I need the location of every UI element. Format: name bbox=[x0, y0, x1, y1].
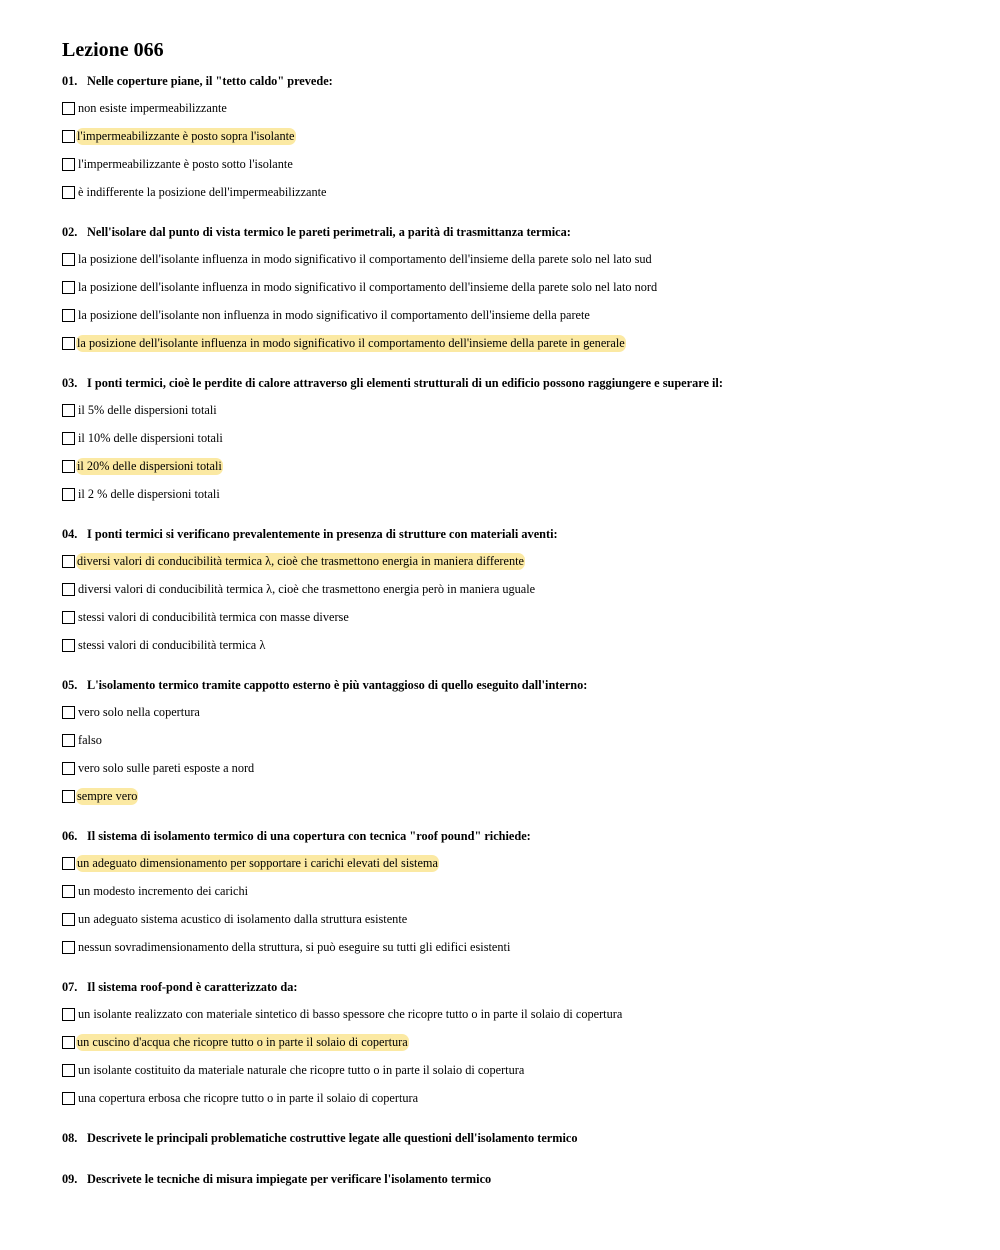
answer-option[interactable] bbox=[62, 849, 531, 877]
option-text: un modesto incremento dei carichi bbox=[78, 883, 249, 898]
question-block bbox=[62, 73, 333, 206]
answer-option[interactable] bbox=[62, 933, 531, 961]
question-block bbox=[62, 677, 587, 810]
checkbox[interactable] bbox=[62, 404, 75, 417]
question-number: 01. bbox=[62, 74, 78, 88]
checkbox[interactable] bbox=[62, 611, 75, 624]
highlighted-option-text: un cuscino d'acqua che ricopre tutto o in parte il solaio di copertura bbox=[77, 1034, 408, 1049]
question-number: 05. bbox=[62, 678, 78, 692]
option-text: un isolante costituito da materiale naturale che ricopre tutto o in parte il solaio di copertura bbox=[78, 1062, 525, 1077]
answer-option[interactable] bbox=[62, 905, 531, 933]
page-title: Lezione 066 bbox=[62, 39, 164, 61]
option-text: non esiste impermeabilizzante bbox=[78, 100, 227, 115]
option-text: un adeguato sistema acustico di isolamento dalla struttura esistente bbox=[78, 911, 408, 926]
answer-option[interactable] bbox=[62, 1084, 623, 1112]
checkbox[interactable] bbox=[62, 790, 75, 803]
answer-option[interactable] bbox=[62, 698, 587, 726]
question-heading bbox=[62, 1130, 578, 1146]
answer-option[interactable] bbox=[62, 1028, 623, 1056]
highlighted-option-text: l'impermeabilizzante è posto sopra l'isolante bbox=[77, 128, 295, 143]
highlighted-option-text: sempre vero bbox=[77, 788, 138, 803]
option-text: nessun sovradimensionamento della struttura, si può eseguire su tutti gli edifici esistenti bbox=[78, 939, 511, 954]
checkbox[interactable] bbox=[62, 885, 75, 898]
answer-option[interactable] bbox=[62, 396, 723, 424]
question-number: 03. bbox=[62, 376, 78, 390]
question-heading bbox=[62, 224, 658, 240]
checkbox[interactable] bbox=[62, 158, 75, 171]
checkbox[interactable] bbox=[62, 1036, 75, 1049]
answer-option[interactable] bbox=[62, 150, 333, 178]
page bbox=[62, 38, 962, 1186]
question-number: 09. bbox=[62, 1172, 78, 1186]
checkbox[interactable] bbox=[62, 337, 75, 350]
option-list bbox=[62, 698, 587, 810]
option-text: falso bbox=[78, 732, 102, 747]
option-text: un isolante realizzato con materiale sintetico di basso spessore che ricopre tutto o in parte il solaio di copertura bbox=[78, 1006, 623, 1021]
answer-option[interactable] bbox=[62, 1000, 623, 1028]
option-list bbox=[62, 849, 531, 961]
answer-option[interactable] bbox=[62, 178, 333, 206]
option-text: vero solo nella copertura bbox=[78, 704, 200, 719]
checkbox[interactable] bbox=[62, 857, 75, 870]
option-text: la posizione dell'isolante influenza in modo significativo il comportamento dell'insieme della parete solo nel lato nord bbox=[78, 279, 658, 294]
option-list bbox=[62, 1000, 623, 1112]
answer-option[interactable] bbox=[62, 273, 658, 301]
question-text: I ponti termici si verificano prevalentemente in presenza di strutture con materiali aventi: bbox=[87, 527, 558, 541]
checkbox[interactable] bbox=[62, 1064, 75, 1077]
question-text: Nelle coperture piane, il "tetto caldo" prevede: bbox=[87, 74, 333, 88]
option-text: è indifferente la posizione dell'impermeabilizzante bbox=[78, 184, 327, 199]
option-text: diversi valori di conducibilità termica λ, cioè che trasmettono energia però in maniera uguale bbox=[78, 581, 536, 596]
question-block bbox=[62, 375, 723, 508]
answer-option[interactable] bbox=[62, 122, 333, 150]
answer-option[interactable] bbox=[62, 1056, 623, 1084]
option-text: la posizione dell'isolante non influenza in modo significativo il comportamento dell'insieme della parete bbox=[78, 307, 590, 322]
question-heading bbox=[62, 828, 531, 844]
answer-option[interactable] bbox=[62, 726, 587, 754]
option-list bbox=[62, 245, 658, 357]
option-text: una copertura erbosa che ricopre tutto o in parte il solaio di copertura bbox=[78, 1090, 419, 1105]
answer-option[interactable] bbox=[62, 329, 658, 357]
answer-option[interactable] bbox=[62, 480, 723, 508]
checkbox[interactable] bbox=[62, 488, 75, 501]
highlighted-option-text: un adeguato dimensionamento per sopportare i carichi elevati del sistema bbox=[77, 855, 438, 870]
answer-option[interactable] bbox=[62, 245, 658, 273]
question-heading bbox=[62, 979, 623, 995]
question-text: I ponti termici, cioè le perdite di calore attraverso gli elementi strutturali di un edificio possono raggiungere e superare il: bbox=[87, 376, 723, 390]
option-list bbox=[62, 94, 333, 206]
option-text: vero solo sulle pareti esposte a nord bbox=[78, 760, 255, 775]
highlighted-option-text: diversi valori di conducibilità termica λ, cioè che trasmettono energia in maniera differente bbox=[77, 553, 524, 568]
question-block bbox=[62, 828, 531, 961]
option-list bbox=[62, 396, 723, 508]
checkbox[interactable] bbox=[62, 913, 75, 926]
option-text: la posizione dell'isolante influenza in modo significativo il comportamento dell'insieme della parete solo nel lato sud bbox=[78, 251, 652, 266]
checkbox[interactable] bbox=[62, 281, 75, 294]
question-text: Nell'isolare dal punto di vista termico le pareti perimetrali, a parità di trasmittanza termica: bbox=[87, 225, 571, 239]
checkbox[interactable] bbox=[62, 583, 75, 596]
question-text: Descrivete le principali problematiche costruttive legate alle questioni dell'isolamento termico bbox=[87, 1131, 578, 1145]
checkbox[interactable] bbox=[62, 941, 75, 954]
question-heading bbox=[62, 375, 723, 391]
checkbox[interactable] bbox=[62, 555, 75, 568]
option-text: il 2 % delle dispersioni totali bbox=[78, 486, 220, 501]
answer-option[interactable] bbox=[62, 575, 558, 603]
checkbox[interactable] bbox=[62, 432, 75, 445]
checkbox[interactable] bbox=[62, 186, 75, 199]
checkbox[interactable] bbox=[62, 309, 75, 322]
option-text: l'impermeabilizzante è posto sotto l'isolante bbox=[78, 156, 293, 171]
question-heading bbox=[62, 73, 333, 89]
question-block bbox=[62, 224, 658, 357]
answer-option[interactable] bbox=[62, 452, 723, 480]
question-block bbox=[62, 526, 558, 659]
question-text: Il sistema di isolamento termico di una copertura con tecnica "roof pound" richiede: bbox=[87, 829, 531, 843]
question-text: L'isolamento termico tramite cappotto esterno è più vantaggioso di quello eseguito dall'interno: bbox=[87, 678, 588, 692]
question-text: Il sistema roof-pond è caratterizzato da: bbox=[87, 980, 298, 994]
question-number: 06. bbox=[62, 829, 78, 843]
checkbox[interactable] bbox=[62, 253, 75, 266]
checkbox[interactable] bbox=[62, 639, 75, 652]
answer-option[interactable] bbox=[62, 301, 658, 329]
question-block bbox=[62, 1130, 578, 1146]
question-block bbox=[62, 979, 623, 1112]
question-heading bbox=[62, 526, 558, 542]
question-number: 02. bbox=[62, 225, 78, 239]
answer-option[interactable] bbox=[62, 754, 587, 782]
option-text: il 10% delle dispersioni totali bbox=[78, 430, 223, 445]
answer-option[interactable] bbox=[62, 424, 723, 452]
checkbox[interactable] bbox=[62, 1092, 75, 1105]
checkbox[interactable] bbox=[62, 762, 75, 775]
checkbox[interactable] bbox=[62, 130, 75, 143]
highlighted-option-text: il 20% delle dispersioni totali bbox=[77, 458, 222, 473]
question-heading bbox=[62, 1171, 491, 1187]
answer-option[interactable] bbox=[62, 603, 558, 631]
answer-option[interactable] bbox=[62, 782, 587, 810]
checkbox[interactable] bbox=[62, 1008, 75, 1021]
option-text: stessi valori di conducibilità termica con masse diverse bbox=[78, 609, 349, 624]
checkbox[interactable] bbox=[62, 706, 75, 719]
option-text: stessi valori di conducibilità termica λ bbox=[78, 637, 266, 652]
option-list bbox=[62, 547, 558, 659]
highlighted-option-text: la posizione dell'isolante influenza in modo significativo il comportamento dell'insieme della parete in generale bbox=[77, 335, 625, 350]
question-block bbox=[62, 1171, 491, 1187]
answer-option[interactable] bbox=[62, 877, 531, 905]
question-number: 04. bbox=[62, 527, 78, 541]
checkbox[interactable] bbox=[62, 460, 75, 473]
answer-option[interactable] bbox=[62, 547, 558, 575]
answer-option[interactable] bbox=[62, 94, 333, 122]
option-text: il 5% delle dispersioni totali bbox=[78, 402, 217, 417]
checkbox[interactable] bbox=[62, 102, 75, 115]
question-number: 07. bbox=[62, 980, 78, 994]
question-number: 08. bbox=[62, 1131, 78, 1145]
answer-option[interactable] bbox=[62, 631, 558, 659]
checkbox[interactable] bbox=[62, 734, 75, 747]
question-text: Descrivete le tecniche di misura impiegate per verificare l'isolamento termico bbox=[87, 1172, 492, 1186]
question-heading bbox=[62, 677, 587, 693]
